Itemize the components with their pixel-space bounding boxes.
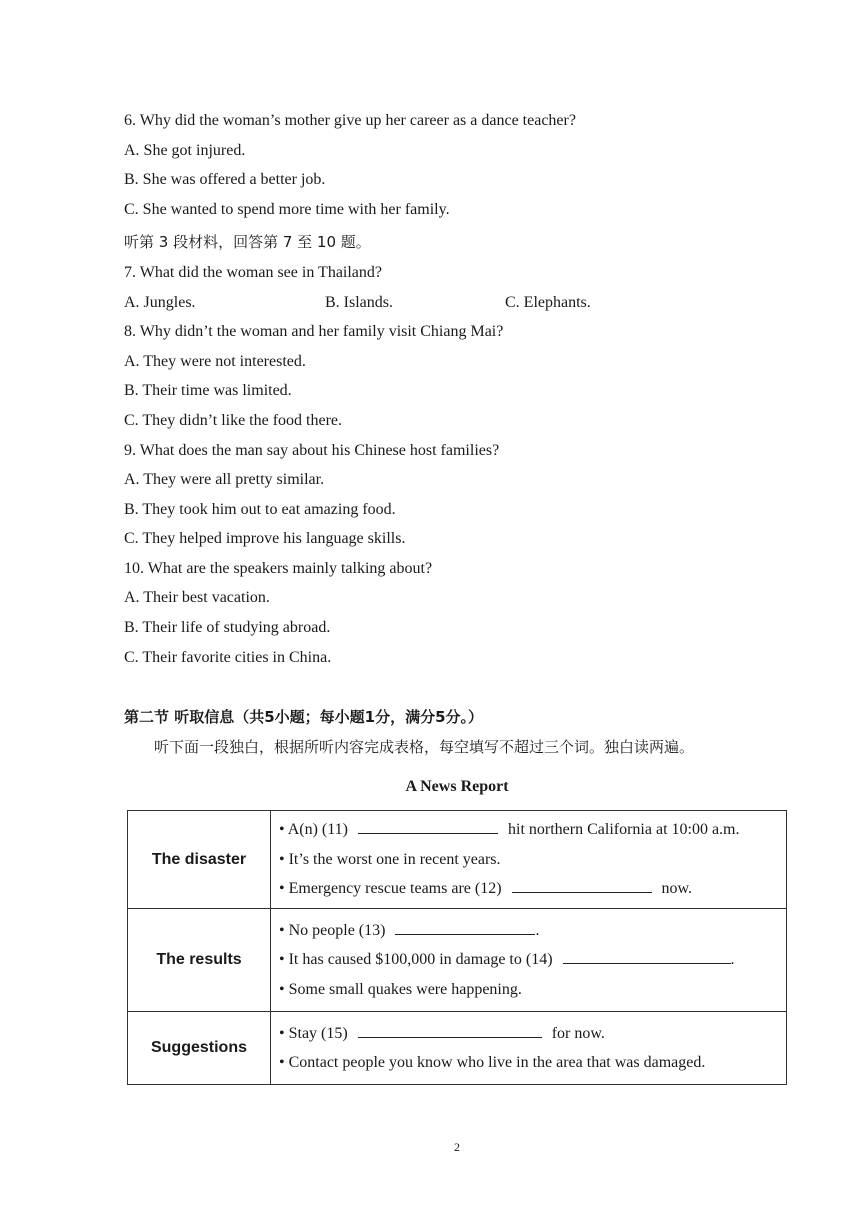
question-7-stem: 7. What did the woman see in Thailand? — [124, 264, 383, 281]
answer-blank-11[interactable] — [358, 819, 498, 834]
question-7-option-a: A. Jungles. — [124, 294, 196, 311]
question-8-option-a: A. They were not interested. — [124, 353, 306, 370]
question-7-option-b: B. Islands. — [325, 294, 393, 311]
question-7-option-c: C. Elephants. — [505, 294, 591, 311]
question-6-option-c: C. She wanted to spend more time with her family. — [124, 201, 450, 218]
bullet-line: • Emergency rescue teams are (12) now. — [279, 880, 693, 898]
page-number: 2 — [454, 1140, 460, 1154]
question-6-option-a: A. She got injured. — [124, 142, 246, 159]
answer-blank-15[interactable] — [358, 1023, 542, 1038]
question-10-stem: 10. What are the speakers mainly talking about? — [124, 560, 433, 577]
question-8-option-b: B. Their time was limited. — [124, 382, 292, 399]
table-row-results — [128, 909, 787, 1012]
table-title: A News Report — [405, 778, 509, 795]
row-content-results — [271, 909, 787, 1012]
row-header-disaster: The disaster — [128, 811, 271, 909]
question-10-option-c: C. Their favorite cities in China. — [124, 649, 332, 666]
answer-blank-12[interactable] — [512, 878, 652, 893]
question-10-option-a: A. Their best vacation. — [124, 589, 270, 606]
question-6-option-b: B. She was offered a better job. — [124, 171, 326, 188]
table-row-disaster — [128, 811, 787, 909]
question-10-option-b: B. Their life of studying abroad. — [124, 619, 331, 636]
table-row-suggestions — [128, 1012, 787, 1085]
row-header-results: The results — [128, 909, 271, 1012]
bullet-line: • It’s the worst one in recent years. — [279, 850, 501, 868]
bullet-line: • Stay (15) for now. — [279, 1024, 605, 1042]
row-content-disaster — [271, 811, 787, 909]
section-3-intro: 听第 3 段材料，回答第 7 至 10 题。 — [124, 233, 371, 251]
row-header-suggestions: Suggestions — [128, 1012, 271, 1085]
answer-blank-14[interactable] — [563, 949, 731, 964]
section-2-instruction: 听下面一段独白，根据所听内容完成表格，每空填写不超过三个词。独白读两遍。 — [154, 738, 695, 756]
question-9-stem: 9. What does the man say about his Chinese host families? — [124, 442, 500, 459]
bullet-line: • No people (13) . — [279, 921, 540, 939]
row-content-suggestions — [271, 1012, 787, 1085]
bullet-line: • Contact people you know who live in the area that was damaged. — [279, 1054, 706, 1071]
bullet-line: • Some small quakes were happening. — [279, 980, 522, 998]
question-6-stem: 6. Why did the woman’s mother give up her career as a dance teacher? — [124, 112, 576, 129]
question-9-option-c: C. They helped improve his language skills. — [124, 530, 406, 547]
question-8-option-c: C. They didn’t like the food there. — [124, 412, 343, 429]
bullet-line: • A(n) (11) hit northern California at 10:00 a.m. — [279, 821, 740, 839]
question-9-option-a: A. They were all pretty similar. — [124, 471, 325, 488]
answer-blank-13[interactable] — [395, 920, 535, 935]
section-2-heading: 第二节 听取信息（共5小题；每小题1分，满分5分。） — [124, 708, 484, 726]
news-report-table — [127, 810, 787, 1085]
question-8-stem: 8. Why didn’t the woman and her family visit Chiang Mai? — [124, 323, 504, 340]
question-9-option-b: B. They took him out to eat amazing food. — [124, 501, 396, 518]
bullet-line: • It has caused $100,000 in damage to (14) . — [279, 951, 735, 969]
